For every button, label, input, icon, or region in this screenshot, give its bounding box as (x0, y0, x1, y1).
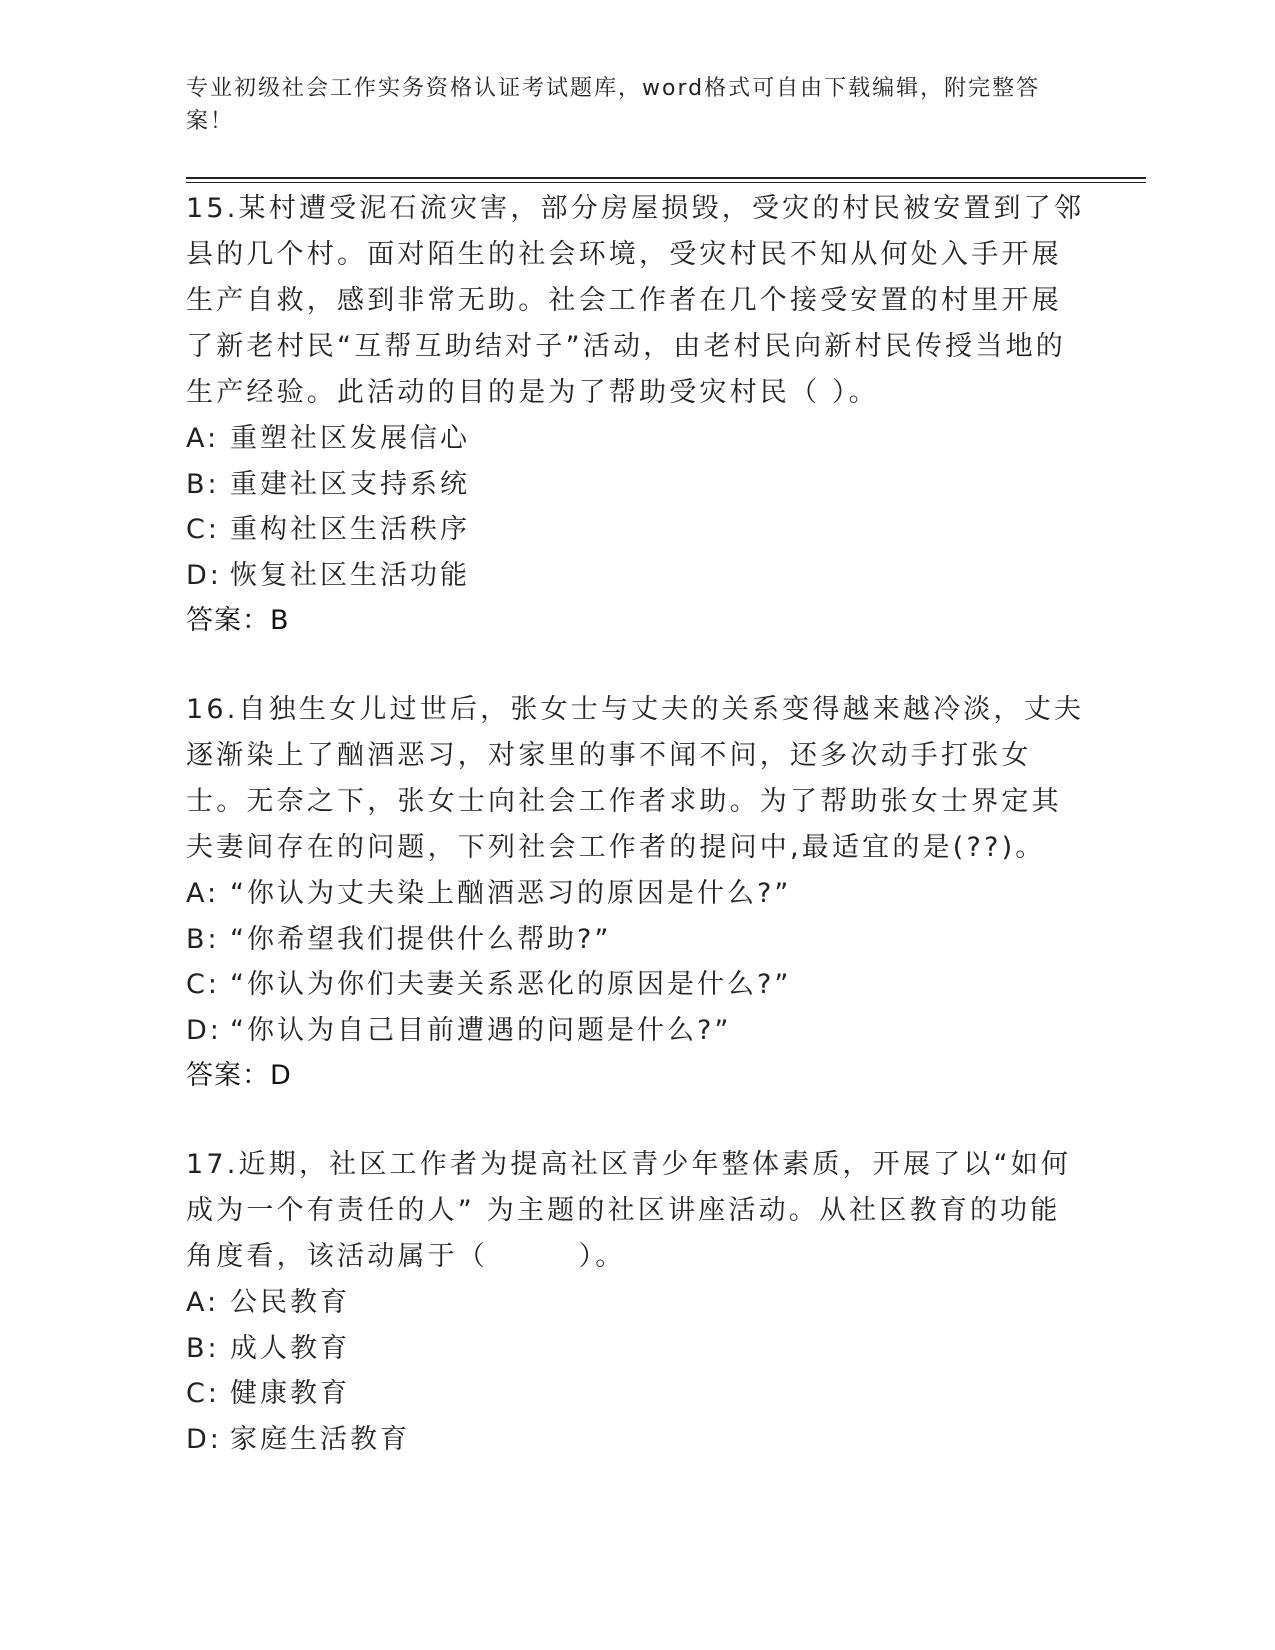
option-text: “你希望我们提供什么帮助?” (230, 923, 612, 955)
option-b (186, 462, 1086, 508)
option-label: C: (186, 514, 220, 545)
option-text: 健康教育 (230, 1378, 350, 1409)
option-text: 家庭生活教育 (230, 1423, 410, 1455)
option-text: 公民教育 (230, 1287, 350, 1318)
document-header: 专业初级社会工作实务资格认证考试题库，word格式可自由下载编辑，附完整答案！ (186, 76, 1041, 134)
answer-line: 答案：B (186, 605, 290, 636)
option-a (186, 1280, 1086, 1326)
option-a (186, 416, 1086, 462)
option-d (186, 1417, 1086, 1463)
option-d (186, 553, 1086, 599)
answer-line: 答案：D (186, 1060, 292, 1091)
header-divider-thick (186, 177, 1146, 179)
question-stem: 17.近期，社区工作者为提高社区青少年整体素质，开展了以“如何成为一个有责任的人” 为主题的社区讲座活动。从社区教育的功能角度看，该活动属于（ ）。 (186, 1149, 1072, 1272)
question-stem: 16.自独生女儿过世后，张女士与丈夫的关系变得越来越冷淡，丈夫逐渐染上了酗酒恶习，对家里的事不闻不问，还多次动手打张女士。无奈之下，张女士向社会工作者求助。为了帮助张女士界定其夫妻间存在的问题，下列社会工作者的提问中,最适宜的是(??)。 (186, 694, 1085, 863)
option-label: B: (186, 923, 220, 955)
option-label: D: (186, 1014, 222, 1046)
option-text: 成人教育 (230, 1332, 350, 1364)
option-b (186, 1326, 1086, 1372)
header-divider-thin (186, 182, 1146, 183)
option-c (186, 507, 1086, 553)
option-label: A: (186, 878, 220, 909)
option-text: 重塑社区发展信心 (230, 423, 470, 454)
option-text: “你认为自己目前遭遇的问题是什么?” (230, 1014, 732, 1046)
question-15 (186, 186, 1086, 644)
option-label: B: (186, 468, 220, 500)
option-text: 重构社区生活秩序 (230, 514, 470, 545)
option-label: C: (186, 1378, 220, 1409)
option-label: A: (186, 1287, 220, 1318)
question-list (186, 186, 1086, 1505)
option-c (186, 962, 1086, 1008)
option-label: A: (186, 423, 220, 454)
option-b (186, 917, 1086, 963)
option-text: 重建社区支持系统 (230, 468, 470, 500)
option-c (186, 1371, 1086, 1417)
option-d (186, 1008, 1086, 1054)
option-label: C: (186, 969, 220, 1000)
option-text: “你认为丈夫染上酗酒恶习的原因是什么?” (230, 878, 792, 909)
option-label: B: (186, 1332, 220, 1364)
option-text: “你认为你们夫妻关系恶化的原因是什么?” (230, 969, 792, 1000)
question-17 (186, 1142, 1086, 1462)
question-16 (186, 687, 1086, 1099)
option-label: D: (186, 1423, 222, 1455)
option-label: D: (186, 559, 222, 591)
question-stem: 15.某村遭受泥石流灾害，部分房屋损毁，受灾的村民被安置到了邻县的几个村。面对陌生的社会环境，受灾村民不知从何处入手开展生产自救，感到非常无助。社会工作者在几个接受安置的村里开展了新老村民“互帮互助结对子”活动，由老村民向新村民传授当地的生产经验。此活动的目的是为了帮助受灾村民（ ）。 (186, 193, 1085, 408)
option-text: 恢复社区生活功能 (230, 559, 470, 591)
option-a (186, 871, 1086, 917)
